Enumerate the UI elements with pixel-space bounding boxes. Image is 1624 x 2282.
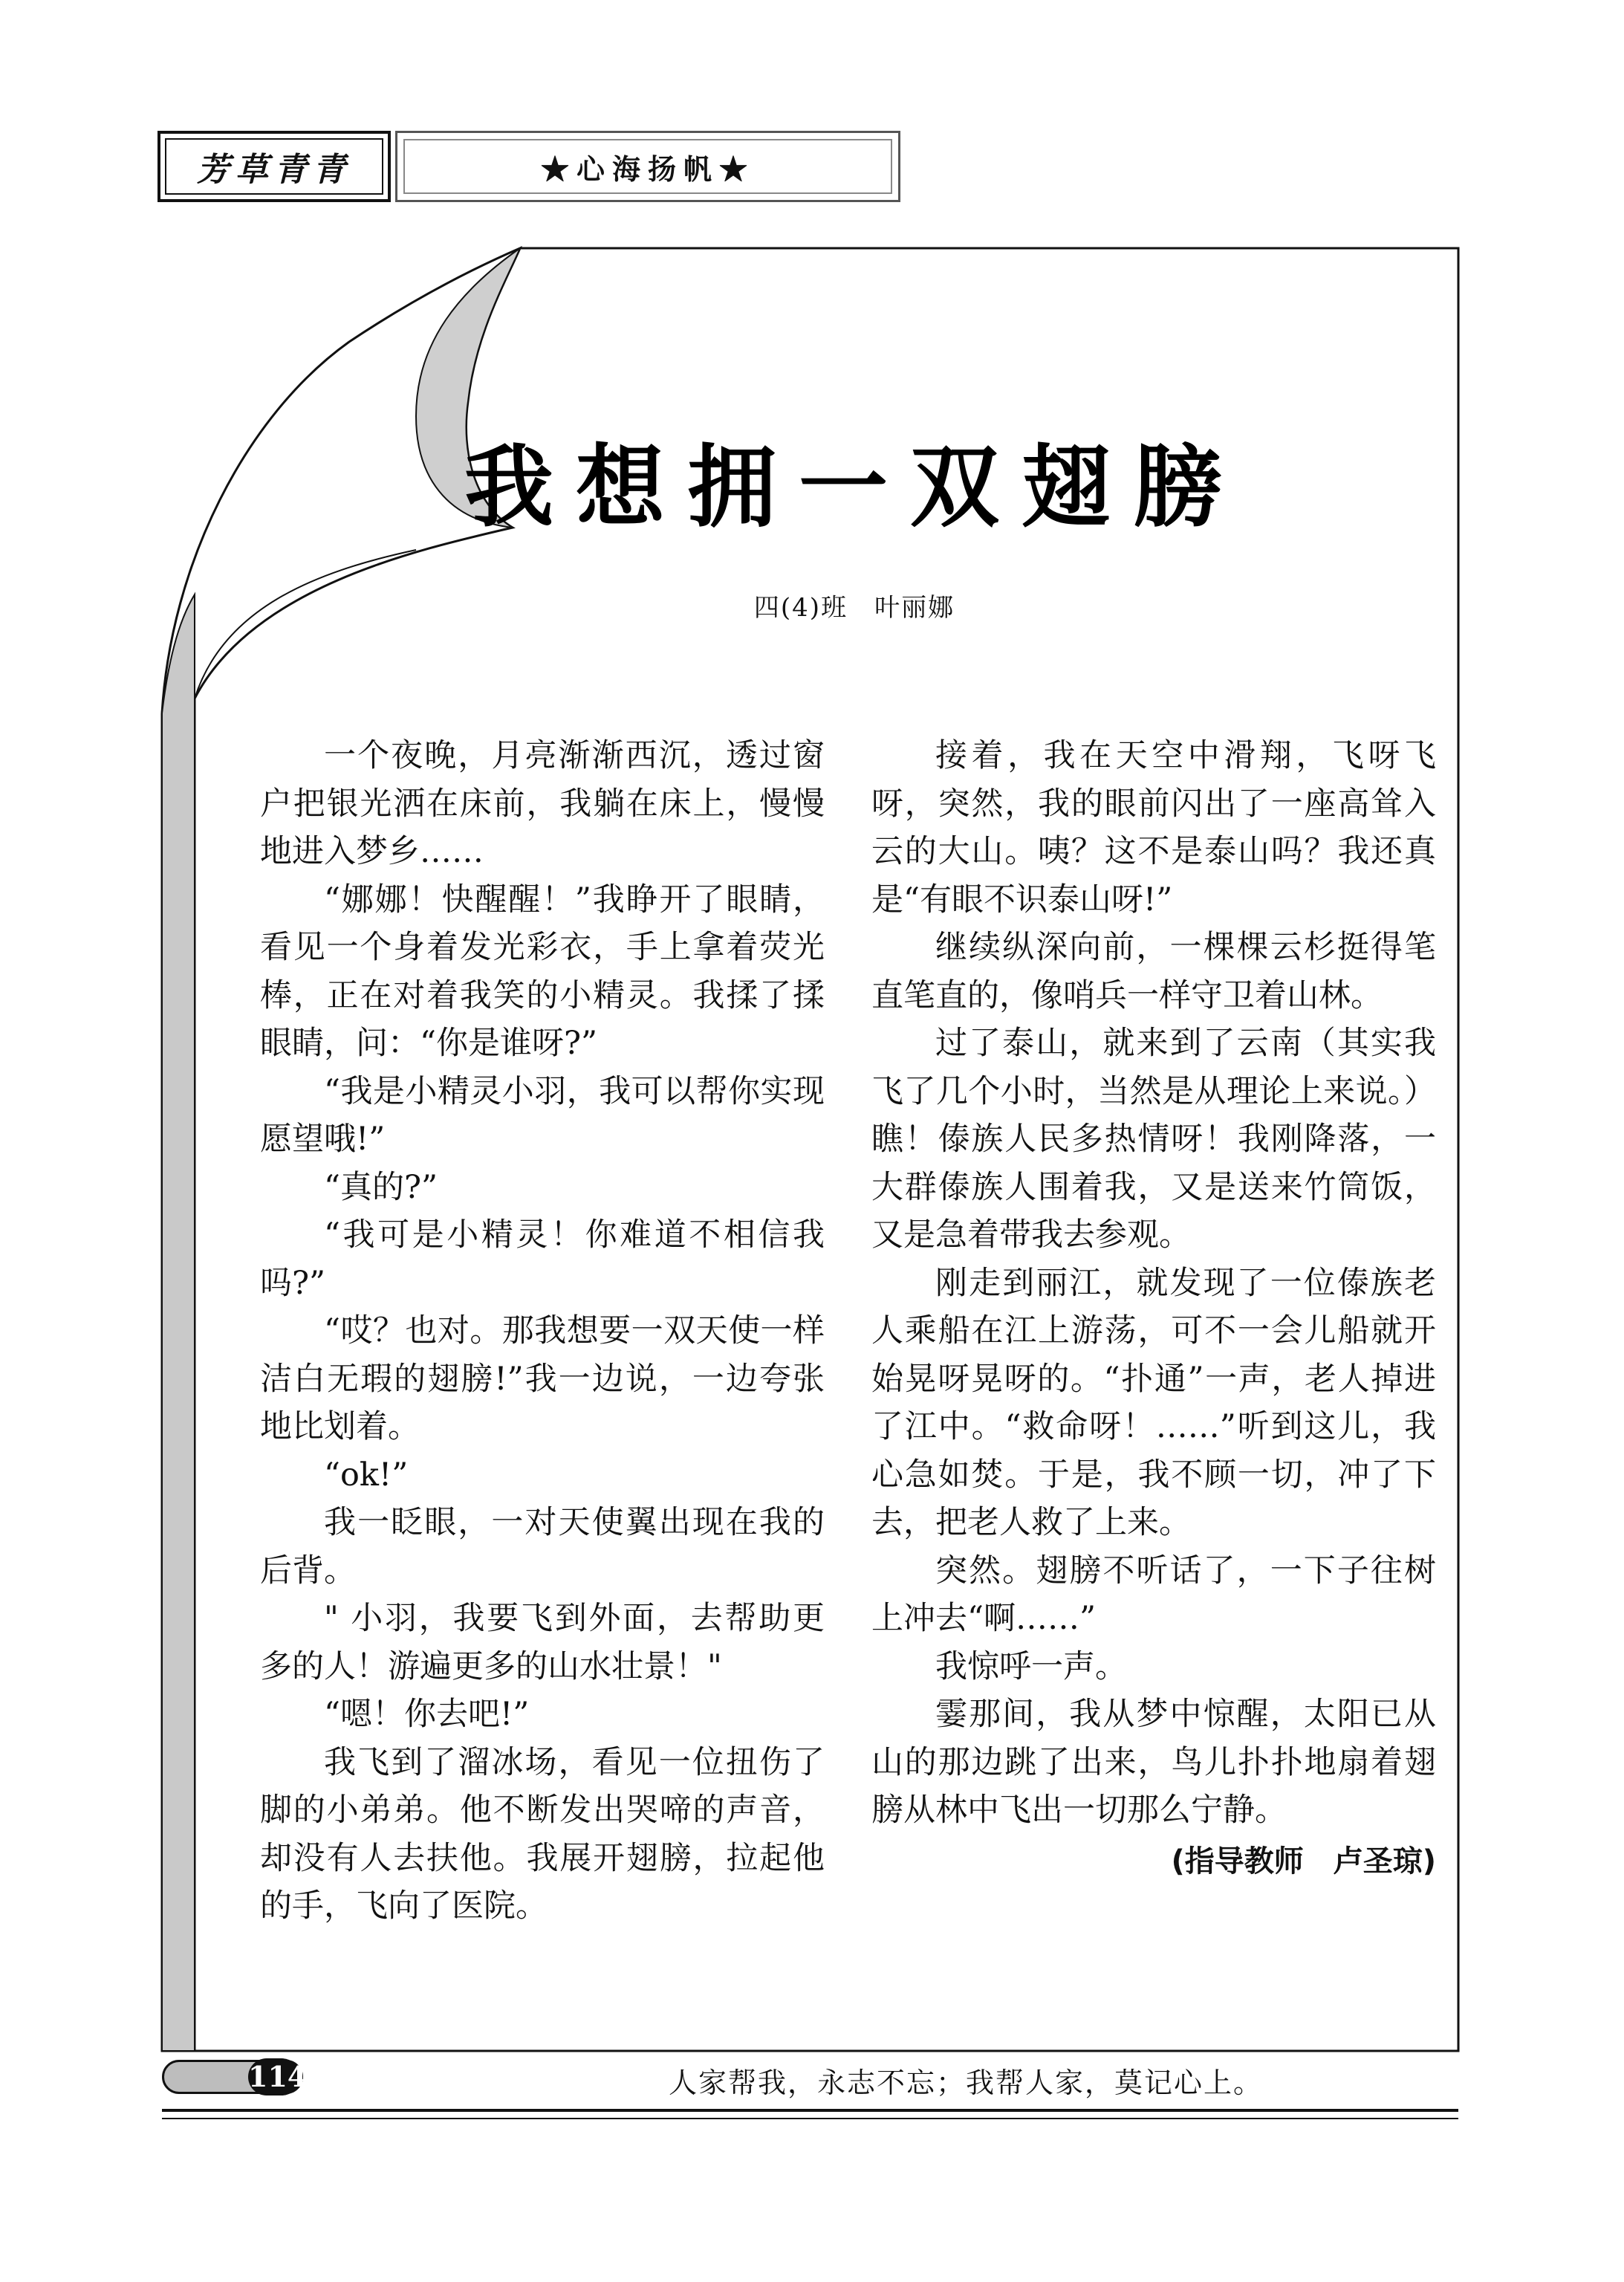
paragraph: 继续纵深向前，一棵棵云杉挺得笔直笔直的，像哨兵一样守卫着山林。: [871, 929, 1436, 1014]
footer-rule: [162, 2109, 1458, 2112]
paragraph: 我飞到了溜冰场，看见一位扭伤了脚的小弟弟。他不断发出哭啼的声音，却没有人去扶他。我展开翅膀，拉起他的手，飞向了医院。: [260, 1743, 825, 1925]
footer-rule-thin: [162, 2118, 1458, 2119]
teacher-credit: (指导教师 卢圣琼): [1171, 1844, 1436, 1879]
paragraph: “我可是小精灵！你难道不相信我吗?”: [260, 1216, 825, 1302]
paragraph: 我惊呼一声。: [935, 1647, 1127, 1685]
footer-motto: 人家帮我，永志不忘；我帮人家，莫记心上。: [668, 2067, 1263, 2099]
paragraph: " 小羽，我要飞到外面，去帮助更多的人！游遍更多的山水壮景！": [260, 1600, 825, 1685]
right-column: [871, 732, 1436, 1885]
paragraph: “娜娜！快醒醒！”我睁开了眼睛，看见一个身着发光彩衣，手上拿着荧光棒，正在对着我笑的小精灵。我揉了揉眼睛，问：“你是谁呀?”: [260, 881, 825, 1062]
paragraph: “嗯！你去吧!”: [324, 1696, 530, 1733]
paragraph: 接着，我在天空中滑翔，飞呀飞呀，突然，我的眼前闪出了一座高耸入云的大山。咦？这不是泰山吗？我还真是“有眼不识泰山呀!”: [871, 737, 1436, 918]
paragraph: 我一眨眼，一对天使翼出现在我的后背。: [260, 1504, 825, 1589]
paragraph: “真的?”: [324, 1168, 438, 1206]
article-title: 我想拥一双翅膀: [464, 435, 1244, 539]
page-number: 114: [248, 2058, 300, 2095]
paragraph: “ok!”: [324, 1456, 409, 1494]
paragraph: 过了泰山，就来到了云南（其实我飞了几个小时，当然是从理论上来说。）瞧！傣族人民多热情呀！我刚降落，一大群傣族人围着我，又是送来竹筒饭，又是急着带我去参观。: [871, 1025, 1436, 1254]
paragraph: 刚走到丽江，就发现了一位傣族老人乘船在江上游荡，可不一会儿船就开始晃呀晃呀的。“扑通”一声，老人掉进了江中。“救命呀！……”听到这儿，我心急如焚。于是，我不顾一切，冲了下去，把老人救了上来。: [871, 1264, 1436, 1541]
column-name: 芳草青青: [165, 138, 383, 195]
paragraph: “我是小精灵小羽，我可以帮你实现愿望哦!”: [260, 1072, 825, 1158]
paragraph: 霎那间，我从梦中惊醒，太阳已从山的那边跳了出来，鸟儿扑扑地扇着翅膀从林中飞出一切那么宁静。: [871, 1696, 1436, 1829]
paragraph: 一个夜晚，月亮渐渐西沉，透过窗户把银光洒在床前，我躺在床上，慢慢地进入梦乡……: [260, 737, 825, 870]
paragraph: 突然。翅膀不听话了，一下子往树上冲去“啊……”: [871, 1552, 1436, 1637]
paragraph: “哎？也对。那我想要一双天使一样洁白无瑕的翅膀!”我一边说，一边夸张地比划着。: [260, 1312, 825, 1445]
left-column: [260, 732, 825, 1931]
byline: 四(4)班 叶丽娜: [753, 593, 955, 623]
section-name: ★心海扬帆★: [403, 139, 892, 194]
